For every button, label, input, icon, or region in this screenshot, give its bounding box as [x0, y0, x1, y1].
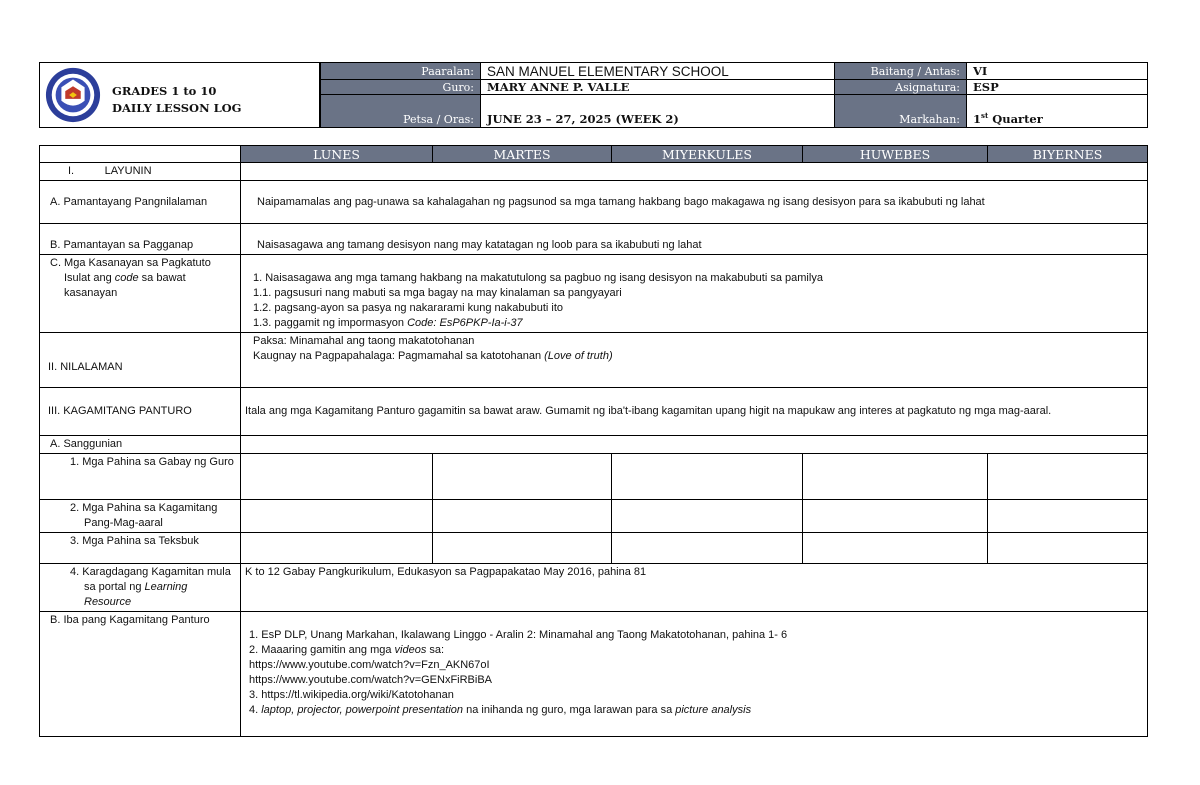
guro-label: Guro: [321, 80, 481, 95]
petsa-value: JUNE 23 – 27, 2025 (WEEK 2) [481, 95, 835, 128]
pagganap-text: Naisasagawa ang tamang desisyon nang may katatagan ng loob para sa ikabubuti ng lahat [241, 224, 1148, 255]
kasanayan-item-1-1: 1.1. pagsusuri nang mabuti sa mga bagay na may kinalaman sa pangyayari [253, 287, 622, 299]
gabay-lunes [241, 454, 433, 500]
kaugnay-text: Kaugnay na Pagpapahalaga: Pagmamahal sa katotohanan (Love of truth) [253, 350, 613, 362]
nilalaman-label: II. NILALAMAN [40, 333, 241, 388]
layunin-content [241, 163, 1148, 181]
karagdagang-label: 4. Karagdagang Kagamitan mula sa portal ng Learning Resource [40, 564, 241, 612]
deped-seal-icon [44, 66, 102, 124]
day-header-huwebes: HUWEBES [803, 146, 988, 163]
header-title-block [39, 62, 320, 128]
iba-item-1: 1. EsP DLP, Unang Markahan, Ikalawang Linggo - Aralin 2: Minamahal ang Taong Makatotohanan, pahina 1- 6 [249, 629, 788, 641]
gabay-huwebes [803, 454, 988, 500]
sanggunian-label: A. Sanggunian [40, 436, 241, 454]
gabay-martes [433, 454, 612, 500]
pagganap-label: B. Pamantayan sa Pagganap [40, 224, 241, 255]
day-header-miyerkules: MIYERKULES [612, 146, 803, 163]
teksbuk-miyerkules [612, 533, 803, 564]
day-header-biyernes: BIYERNES [988, 146, 1148, 163]
teksbuk-biyernes [988, 533, 1148, 564]
teksbuk-martes [433, 533, 612, 564]
pamantayang-text: Naipamamalas ang pag-unawa sa kahalagahan ng pagsunod sa mga tamang hakbang bago makagawa ng isang desisyon para sa ikabubuti ng lahat [241, 181, 1148, 224]
paksa-text: Paksa: Minamahal ang taong makatotohanan [253, 335, 475, 347]
paaralan-value: SAN MANUEL ELEMENTARY SCHOOL [481, 63, 835, 80]
day-header-lunes: LUNES [241, 146, 433, 163]
iba-link-1[interactable]: https://www.youtube.com/watch?v=Fzn_AKN67oI [249, 659, 490, 671]
petsa-label: Petsa / Oras: [321, 95, 481, 128]
kagamitang-biyernes [988, 500, 1148, 533]
gabay-miyerkules [612, 454, 803, 500]
markahan-value: 1st Quarter [967, 95, 1148, 128]
iba-content [241, 612, 1148, 737]
asignatura-label: Asignatura: [835, 80, 967, 95]
kasanayan-item-1: 1. Naisasagawa ang mga tamang hakbang na makatutulong sa pagbuo ng isang desisyon na makabubuti sa pamilya [253, 272, 823, 284]
form-title-line2: DAILY LESSON LOG [112, 101, 242, 115]
iba-link-2[interactable]: https://www.youtube.com/watch?v=GENxFiRBiBA [249, 674, 493, 686]
markahan-label: Markahan: [835, 95, 967, 128]
asignatura-value: ESP [967, 80, 1148, 95]
iba-item-2: 2. Maaaring gamitin ang mga videos sa: [249, 644, 445, 656]
nilalaman-content [241, 333, 1148, 388]
sanggunian-content [241, 436, 1148, 454]
kagamitang-huwebes [803, 500, 988, 533]
kasanayan-content [241, 255, 1148, 333]
kagamitang-lunes [241, 500, 433, 533]
gabay-label: 1. Mga Pahina sa Gabay ng Guro [40, 454, 241, 500]
kagamitang-miyerkules [612, 500, 803, 533]
form-title-line1: GRADES 1 to 10 [112, 84, 217, 98]
gabay-biyernes [988, 454, 1148, 500]
iba-label: B. Iba pang Kagamitang Panturo [40, 612, 241, 737]
daily-lesson-log-table [39, 145, 1148, 737]
corner-cell [40, 146, 241, 163]
kagamitan-text: Itala ang mga Kagamitang Panturo gagamitin sa bawat araw. Gumamit ng iba't-ibang kagamitan upang higit na mapukaw ang interes at pagkatuto ng mga mag-aaral. [241, 388, 1148, 436]
kasanayan-label: C. Mga Kasanayan sa Pagkatuto Isulat ang code sa bawat kasanayan [40, 255, 241, 333]
pamantayang-label: A. Pamantayang Pangnilalaman [40, 181, 241, 224]
baitang-label: Baitang / Antas: [835, 63, 967, 80]
teksbuk-label: 3. Mga Pahina sa Teksbuk [40, 533, 241, 564]
baitang-value: VI [967, 63, 1148, 80]
day-header-martes: MARTES [433, 146, 612, 163]
kagamitang-mag-aaral-label: 2. Mga Pahina sa Kagamitang Pang-Mag-aaral [40, 500, 241, 533]
lesson-info-table [320, 62, 1148, 128]
kasanayan-item-1-2: 1.2. pagsang-ayon sa pasya ng nakararami kung nakabubuti ito [253, 302, 564, 314]
guro-value: MARY ANNE P. VALLE [481, 80, 835, 95]
kagamitan-label: III. KAGAMITANG PANTURO [40, 388, 241, 436]
iba-item-3[interactable]: 3. https://tl.wikipedia.org/wiki/Katotohanan [249, 689, 454, 701]
kasanayan-item-1-3: 1.3. paggamit ng impormasyon Code: EsP6PKP-Ia-i-37 [253, 317, 523, 329]
paaralan-label: Paaralan: [321, 63, 481, 80]
karagdagang-text: K to 12 Gabay Pangkurikulum, Edukasyon sa Pagpapakatao May 2016, pahina 81 [241, 564, 1148, 612]
kagamitang-martes [433, 500, 612, 533]
teksbuk-huwebes [803, 533, 988, 564]
layunin-label: I. LAYUNIN [40, 163, 241, 181]
teksbuk-lunes [241, 533, 433, 564]
iba-item-4: 4. laptop, projector, powerpoint presentation na inihanda ng guro, mga larawan para sa picture analysis [249, 704, 752, 716]
